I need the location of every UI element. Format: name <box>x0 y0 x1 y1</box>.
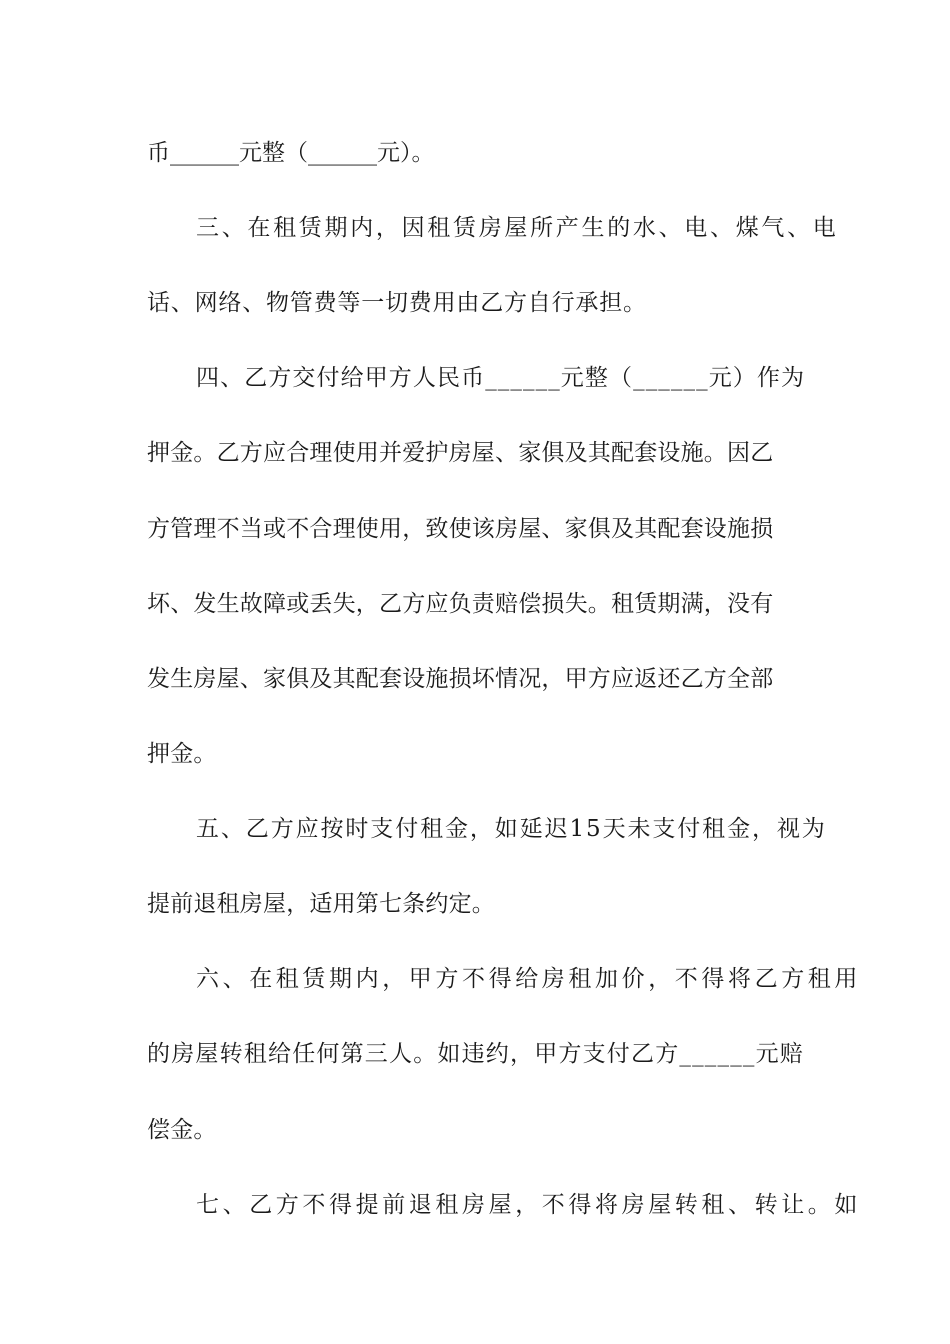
line-text: 偿金。 <box>147 1117 217 1143</box>
line-text: 发生房屋、家俱及其配套设施损坏情况，甲方应返还乙方全部 <box>147 666 774 692</box>
text-line <box>0 734 950 774</box>
text-line <box>0 208 950 248</box>
line-text: 话、网络、物管费等一切费用由乙方自行承担。 <box>147 290 647 316</box>
text-line <box>0 133 950 173</box>
line-text: 提前退租房屋，适用第七条约定。 <box>147 891 495 917</box>
line-text: 方管理不当或不合理使用，致使该房屋、家俱及其配套设施损 <box>147 516 774 542</box>
text-line <box>0 358 950 398</box>
text-line <box>0 884 950 924</box>
line-text: 的房屋转租给任何第三人。如违约，甲方支付乙方______元赔 <box>147 1041 804 1067</box>
line-text: 坏、发生故障或丢失，乙方应负责赔偿损失。租赁期满，没有 <box>147 591 774 617</box>
text-line <box>0 433 950 473</box>
line-text: 六、在租赁期内，甲方不得给房租加价，不得将乙方租用 <box>196 966 861 992</box>
text-line <box>0 659 950 699</box>
line-text: 币______元整（______元）。 <box>147 140 435 166</box>
text-line <box>0 584 950 624</box>
text-line <box>0 1110 950 1150</box>
text-line <box>0 809 950 849</box>
text-line <box>0 509 950 549</box>
line-text: 四、乙方交付给甲方人民币______元整（______元）作为 <box>196 365 806 391</box>
line-text: 押金。乙方应合理使用并爱护房屋、家俱及其配套设施。因乙 <box>147 440 774 466</box>
line-text: 五、乙方应按时支付租金，如延迟15天未支付租金，视为 <box>196 816 827 842</box>
text-line <box>0 959 950 999</box>
text-line <box>0 283 950 323</box>
line-text: 七、乙方不得提前退租房屋，不得将房屋转租、转让。如 <box>196 1192 861 1218</box>
text-line <box>0 1034 950 1074</box>
line-text: 押金。 <box>147 741 217 767</box>
line-text: 三、在租赁期内，因租赁房屋所产生的水、电、煤气、电 <box>196 215 839 241</box>
text-line <box>0 1185 950 1225</box>
